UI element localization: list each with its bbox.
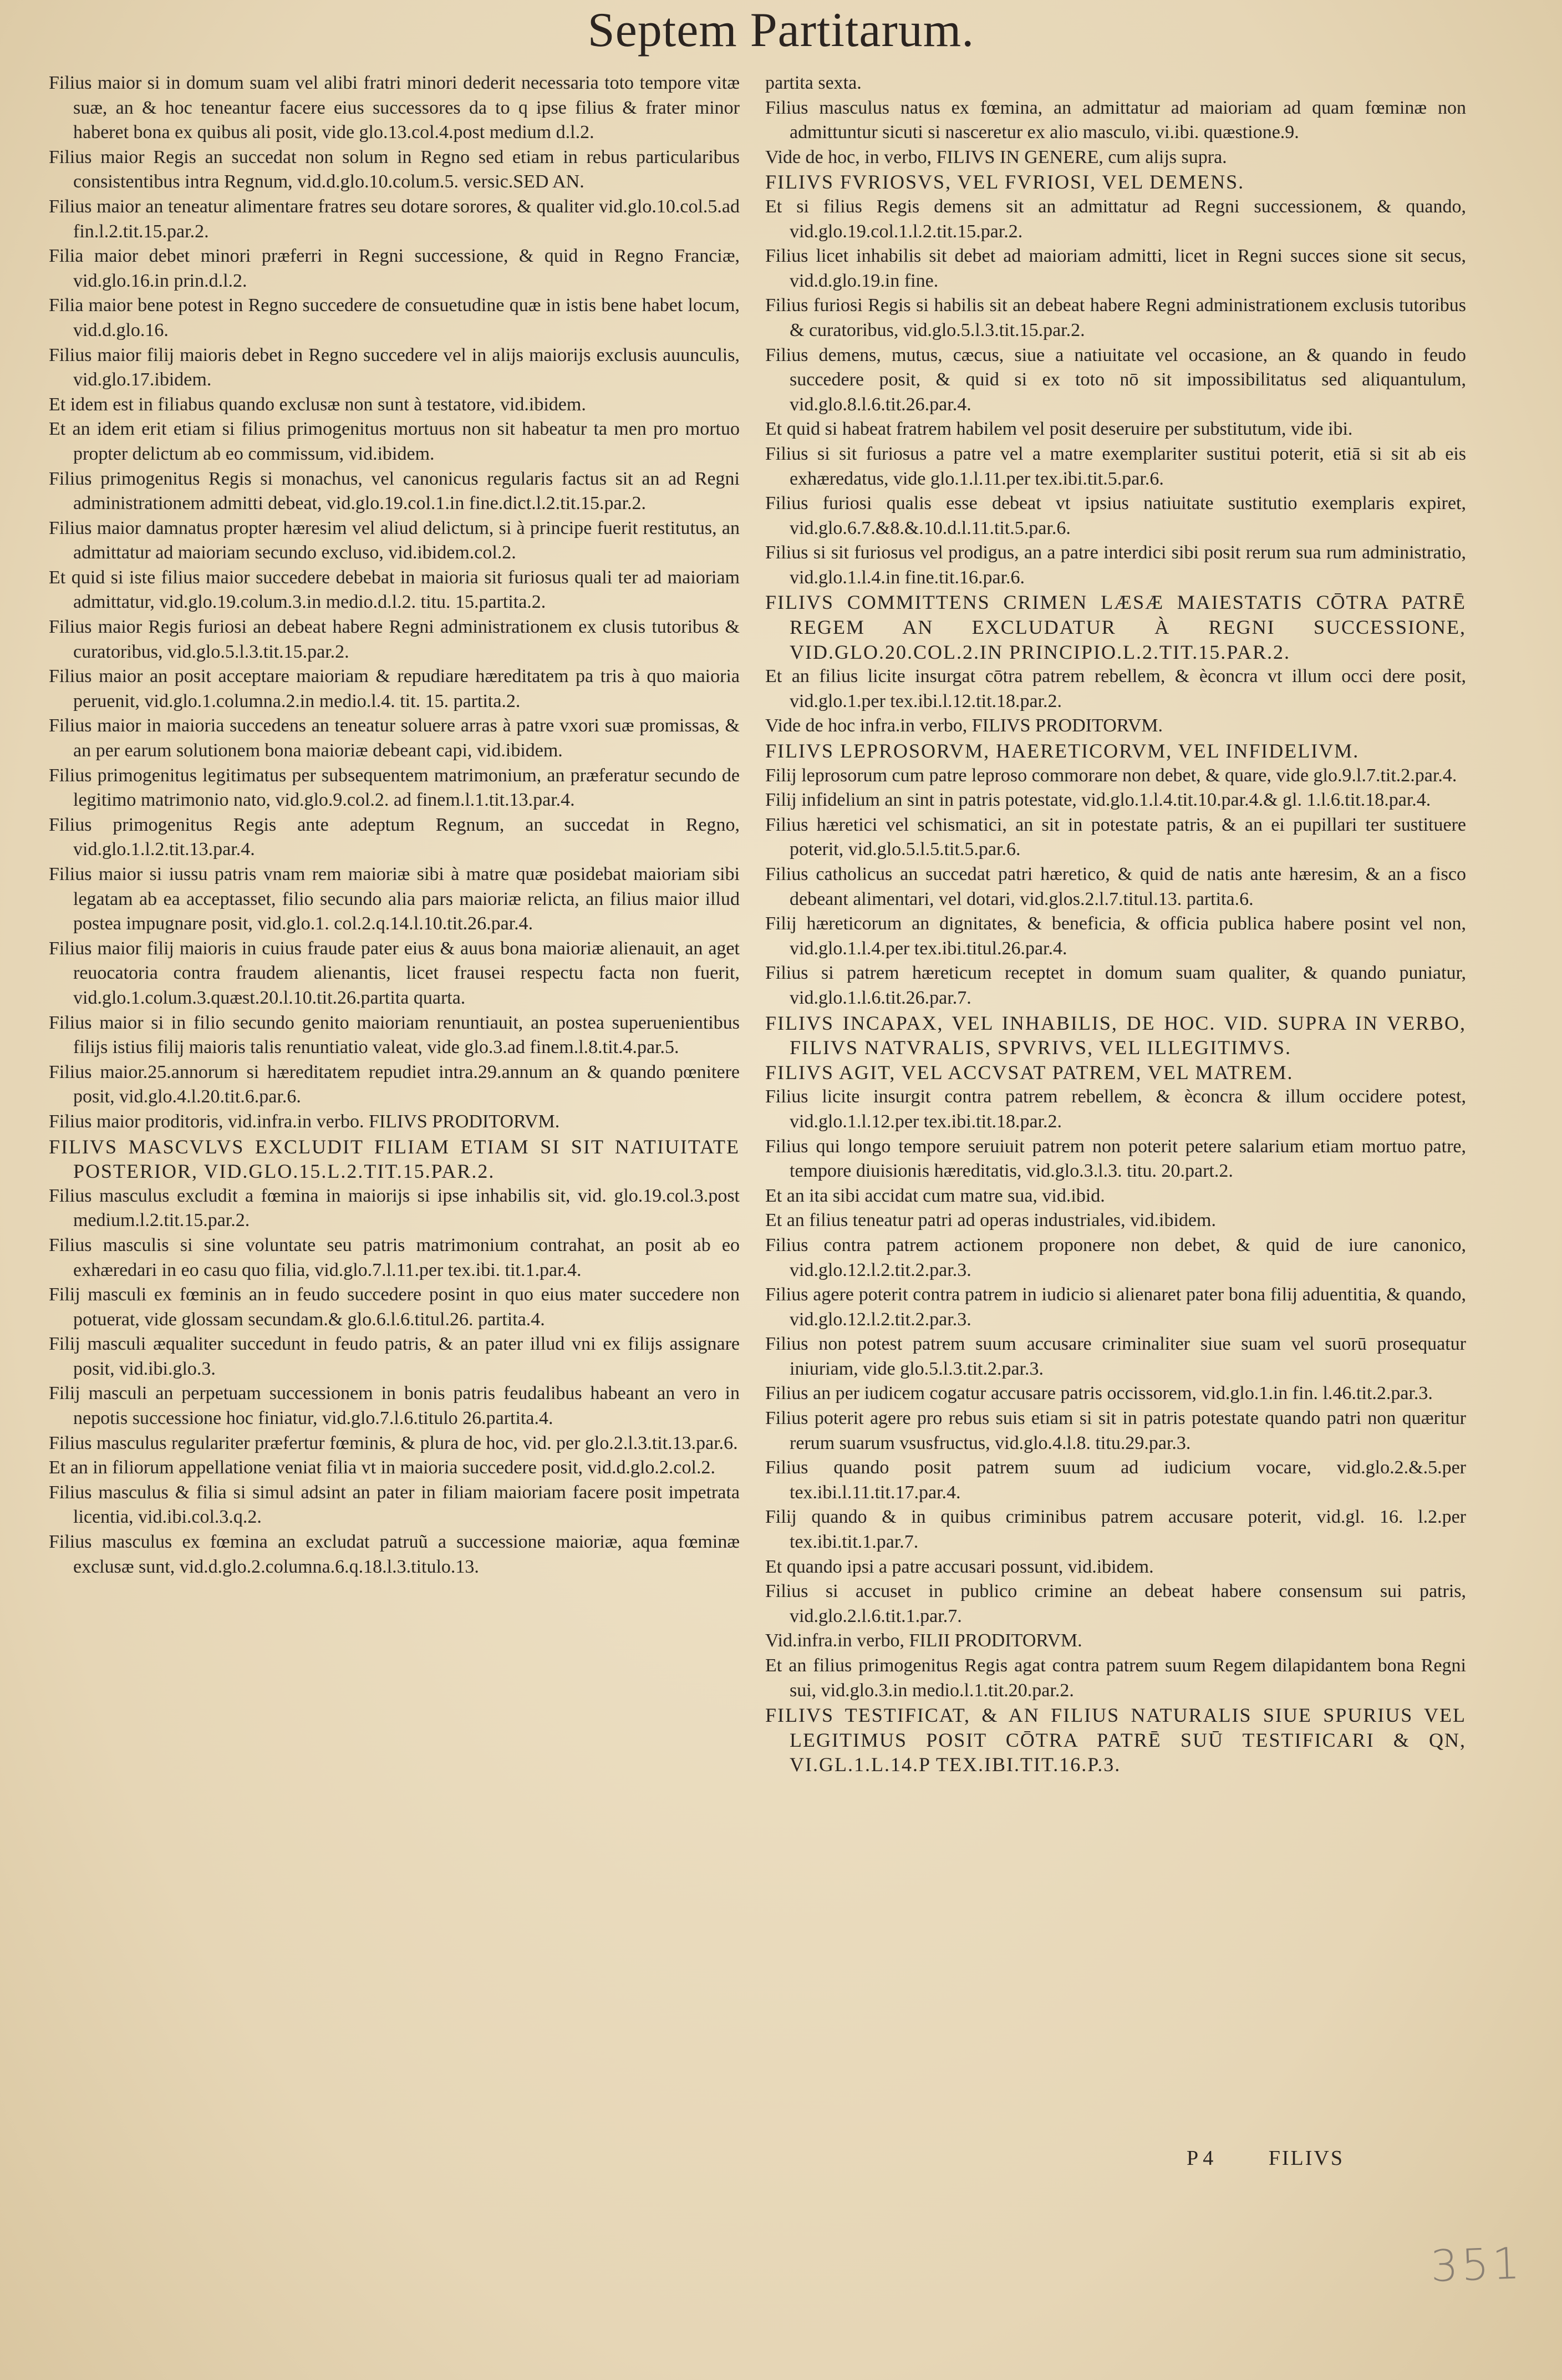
index-entry: Filius agere poterit contra patrem in iudicio si alienaret pater bona filij aduentitia, & quando, vid.glo.12.l.2.tit.2.par.3. [765,1284,1466,1330]
index-entry: Vid.infra.in verbo, FILII PRODITORVM. [765,1630,1082,1651]
index-entry: Filius maior filij maioris debet in Regno succedere vel in alijs maiorijs exclusis auunculis, vid.glo.17.ibidem. [49,344,740,390]
index-entry: Filius masculus excludit a fœmina in maiorijs si ipse inhabilis sit, vid. glo.19.col.3.post medium.l.2.tit.15.par.2. [49,1185,740,1231]
index-entry: Et an filius teneatur patri ad operas industriales, vid.ibidem. [765,1210,1216,1231]
index-entry: Filij hæreticorum an dignitates, & beneficia, & officia publica habere posint vel non, vid.glo.1.l.4.per tex.ibi.titul.26.par.4. [765,913,1466,959]
handwritten-folio-number: 351 [1429,2239,1524,2292]
index-entry: Filius maior in maioria succedens an teneatur soluere arras à patre vxori suæ promissas, & an per earum solutionem bona maioriæ debeant capi, vid.ibidem. [49,715,740,761]
signature-mark: P 4 [1187,2147,1214,2170]
running-head: Septem Partitarum. [587,3,975,57]
index-entry: FILIVS AGIT, VEL ACCVSAT PATREM, VEL MATREM. [765,1061,1294,1084]
index-entry: FILIVS INCAPAX, VEL INHABILIS, DE HOC. VID. SUPRA IN VERBO, FILIVS NATVRALIS, SPVRIVS, VEL ILLEGITIMVS. [765,1011,1466,1059]
index-column-left [49,71,740,2380]
index-entry: Filius poterit agere pro rebus suis etiam si sit in patris potestate quando patri non quæritur rerum suarum vsusfructus, vid.glo.4.l.8. titu.29.par.3. [765,1408,1466,1453]
index-entry: Filius contra patrem actionem proponere non debet, & quid de iure canonico, vid.glo.12.l.2.tit.2.par.3. [765,1234,1466,1280]
index-entry: partita sexta. [765,73,862,93]
index-entry: Filius maior si in domum suam vel alibi fratri minori dederit necessaria toto tempore vitæ suæ, an & hoc teneantur facere eius successores da to q ipse filius & frater minor haberet bona ex quibus ali posit, vide glo.13.col.4.post medium d.l.2. [49,73,740,143]
index-entry: Et an in filiorum appellatione veniat filia vt in maioria succedere posit, vid.d.glo.2.col.2. [49,1457,715,1478]
index-entry: Filius catholicus an succedat patri hæretico, & quid de natis ante hæresim, & an a fisco debeant alimentari, vel dotari, vid.glos.2.l.7.titul.13. partita.6. [765,864,1466,909]
index-entry: Et quid si iste filius maior succedere debebat in maioria sit furiosus quali ter ad maioriam admittatur, vid.glo.19.colum.3.in medio.d.l.2. titu. 15.partita.2. [49,567,740,613]
catchword: FILIVS [1268,2147,1344,2170]
index-entry: Filius maior damnatus propter hæresim vel aliud delictum, si à principe fuerit restitutus, an admittatur ad maioriam secundo excluso, vid.ibidem.col.2. [49,517,740,563]
index-entry: Filius maior Regis an succedat non solum in Regno sed etiam in rebus particularibus consistentibus intra Regnum, vid.d.glo.10.colum.5. versic.SED AN. [49,146,740,192]
index-entry: Filius hæretici vel schismatici, an sit in potestate patris, & an ei pupillari ter sustituere poterit, vid.glo.5.l.5.tit.5.par.6. [765,814,1466,860]
index-entry: Filius masculus ex fœmina an excludat patruũ a successione maioriæ, aqua fœminæ exclusæ sunt, vid.d.glo.2.columna.6.q.18.l.3.titulo.13. [49,1532,740,1577]
index-entry: Et an ita sibi accidat cum matre sua, vid.ibid. [765,1185,1105,1206]
index-entry: Filius an per iudicem cogatur accusare patris occissorem, vid.glo.1.in fin. l.46.tit.2.par.3. [765,1383,1433,1404]
index-entry: FILIVS LEPROSORVM, HAERETICORVM, VEL INFIDELIVM. [765,740,1360,762]
index-entry: Et an idem erit etiam si filius primogenitus mortuus non sit habeatur ta men pro mortuo propter delictum ab eo commissum, vid.ibidem. [49,419,740,464]
index-entry: FILIVS MASCVLVS EXCLUDIT FILIAM ETIAM SI SIT NATIUITATE POSTERIOR, VID.GLO.15.L.2.TIT.15.PAR.2. [49,1135,740,1183]
index-entry: Filius masculus regulariter præfertur fœminis, & plura de hoc, vid. per glo.2.l.3.tit.13.par.6. [49,1432,738,1453]
index-entry: Filius si sit furiosus vel prodigus, an a patre interdici sibi posit rerum sua rum administratio, vid.glo.1.l.4.in fine.tit.16.par.6. [765,542,1466,588]
index-entry: Et idem est in filiabus quando exclusæ non sunt à testatore, vid.ibidem. [49,394,586,415]
index-entry: Filij infidelium an sint in patris potestate, vid.glo.1.l.4.tit.10.par.4.& gl. 1.l.6.tit.18.par.4. [765,790,1431,811]
index-entry: Filij leprosorum cum patre leproso commorare non debet, & quare, vide glo.9.l.7.tit.2.par.4. [765,765,1457,786]
index-entry: Filia maior debet minori præferri in Regni successione, & quid in Regno Franciæ, vid.glo.16.in prin.d.l.2. [49,246,740,291]
index-entry: Filius maior si in filio secundo genito maioriam renuntiauit, an postea superuenientibus filijs istius filij maioris talis renuntiatio valeat, vide glo.3.ad finem.l.8.tit.4.par.5. [49,1012,740,1058]
index-entry: Filius si sit furiosus a patre vel a matre exemplariter sustitui poterit, etiā si sit ab eis exhæredatus, vide glo.1.l.11.per tex.ibi.tit.5.par.6. [765,443,1466,489]
index-entry: Filius primogenitus Regis ante adeptum Regnum, an succedat in Regno, vid.glo.1.l.2.tit.13.par.4. [49,814,740,860]
index-entry: Et quid si habeat fratrem habilem vel posit deseruire per substitutum, vide ibi. [765,419,1353,440]
index-entry: Filij masculi æqualiter succedunt in feudo patris, & an pater illud vni ex filijs assignare posit, vid.ibi.glo.3. [49,1334,740,1379]
index-entry: Filius masculus natus ex fœmina, an admittatur ad maioriam ad quam fœminæ non admittuntur sicuti si nasceretur ex alio masculo, vi.ibi. quæstione.9. [765,97,1466,143]
index-column-right [765,71,1466,2380]
index-entry: Filius licet inhabilis sit debet ad maioriam admitti, licet in Regni succes sione sit secus, vid.d.glo.19.in fine. [765,246,1466,291]
index-entry: Filius maior si iussu patris vnam rem maioriæ sibi à matre quæ posidebat maioriam sibi legatam ab ea acceptasset, filio secundo alia pars maioriæ relicta, an filius maior illud postea impugnare posit, vid.glo.1. col.2.q.14.l.10.tit.26.par.4. [49,864,740,934]
index-entry: Filius si accuset in publico crimine an debeat habere consensum sui patris, vid.glo.2.l.6.tit.1.par.7. [765,1581,1466,1626]
index-entry: Filij masculi an perpetuam successionem in bonis patris feudalibus habeant an vero in nepotis successione hoc finiatur, vid.glo.7.l.6.titulo 26.partita.4. [49,1383,740,1429]
index-entry: Filius primogenitus legitimatus per subsequentem matrimonium, an præferatur secundo de legitimo matrimonio nato, vid.glo.9.col.2. ad finem.l.1.tit.13.par.4. [49,765,740,811]
index-entry: FILIVS FVRIOSVS, VEL FVRIOSI, VEL DEMENS. [765,171,1245,194]
index-entry: Filij masculi ex fœminis an in feudo succedere posint in quo eius mater succedere non potuerat, vide glossam secundam.& glo.6.l.6.titul.26. partita.4. [49,1284,740,1330]
index-entry: Filia maior bene potest in Regno succedere de consuetudine quæ in istis bene habet locum, vid.d.glo.16. [49,295,740,340]
index-entry: Vide de hoc infra.in verbo, FILIVS PRODITORVM. [765,715,1163,736]
index-entry: Filius masculis si sine voluntate seu patris matrimonium contrahat, an posit ab eo exhæredari in eo casu quo filia, vid.glo.7.l.11.per tex.ibi. tit.1.par.4. [49,1234,740,1280]
index-entry: Filius maior proditoris, vid.infra.in verbo. FILIVS PRODITORVM. [49,1111,560,1132]
index-entry: Filius quando posit patrem suum ad iudicium vocare, vid.glo.2.&.5.per tex.ibi.l.11.tit.17.par.4. [765,1457,1466,1503]
index-entry: Et si filius Regis demens sit an admittatur ad Regni successionem, & quando, vid.glo.19.col.1.l.2.tit.15.par.2. [765,196,1466,242]
index-entry: Et an filius primogenitus Regis agat contra patrem suum Regem dilapidantem bona Regni sui, vid.glo.3.in medio.l.1.tit.20.par.2. [765,1655,1466,1701]
page-footer [1187,2146,1475,2170]
index-entry: Filij quando & in quibus criminibus patrem accusare poterit, vid.gl. 16. l.2.per tex.ibi.tit.1.par.7. [765,1507,1466,1553]
index-entry: Filius licite insurgit contra patrem rebellem, & èconcra & illum occidere potest, vid.glo.1.l.12.per tex.ibi.tit.18.par.2. [765,1086,1466,1132]
index-entry: FILIVS TESTIFICAT, & AN FILIUS NATURALIS SIUE SPURIUS VEL LEGITIMUS POSIT CŌTRA PATRĒ SUŪ TESTIFICARI & QN, VI.GL.1.L.14.P TEX.IBI.TIT.16.P.3. [765,1704,1466,1776]
index-entry: FILIVS COMMITTENS CRIMEN LÆSÆ MAIESTATIS CŌTRA PATRĒ REGEM AN EXCLUDATUR À REGNI SUCCESSIONE, VID.GLO.20.COL.2.IN PRINCIPIO.L.2.TIT.15.PAR.2. [765,591,1466,663]
index-entry: Et quando ipsi a patre accusari possunt, vid.ibidem. [765,1556,1154,1577]
index-entry: Filius maior filij maioris in cuius fraude pater eius & auus bona maioriæ alienauit, an aget reuocatoria contra fraudem alienantis, licet frausei respectu facta non fuerit, vid.glo.1.colum.3.quæst.20.l.10.tit.26.partita quarta. [49,938,740,1008]
index-entry: Filius si patrem hæreticum receptet in domum suam qualiter, & quando puniatur, vid.glo.1.l.6.tit.26.par.7. [765,963,1466,1008]
index-entry: Filius furiosi qualis esse debeat vt ipsius natiuitate sustitutio exemplaris expiret, vid.glo.6.7.&8.&.10.d.l.11.tit.5.par.6. [765,493,1466,538]
index-entry: Et an filius licite insurgat cōtra patrem rebellem, & èconcra vt illum occi dere posit, vid.glo.1.per tex.ibi.l.12.tit.18.par.2. [765,666,1466,711]
index-entry: Filius maior.25.annorum si hæreditatem repudiet intra.29.annum an & quando pœnitere posit, vid.glo.4.l.20.tit.6.par.6. [49,1061,740,1107]
index-entry: Filius qui longo tempore seruiuit patrem non poterit petere salarium etiam mortuo patre, tempore diuisionis hæreditatis, vid.glo.3.l.3. titu. 20.part.2. [765,1136,1466,1182]
index-entry: Filius maior an teneatur alimentare fratres seu dotare sorores, & qualiter vid.glo.10.col.5.ad fin.l.2.tit.15.par.2. [49,196,740,242]
index-entry: Vide de hoc, in verbo, FILIVS IN GENERE, cum alijs supra. [765,146,1227,167]
index-entry: Filius masculus & filia si simul adsint an pater in filiam maioriam facere posit impetrata licentia, vid.ibi.col.3.q.2. [49,1482,740,1528]
index-entry: Filius non potest patrem suum accusare criminaliter siue suam vel suorū prosequatur iniuriam, vide glo.5.l.3.tit.2.par.3. [765,1334,1466,1379]
index-entry: Filius maior an posit acceptare maioriam & repudiare hæreditatem pa tris à quo maioria peruenit, vid.glo.1.columna.2.in medio.l.4. tit. 15. partita.2. [49,666,740,711]
index-entry: Filius primogenitus Regis si monachus, vel canonicus regularis factus sit an ad Regni administrationem admitti debeat, vid.glo.19.col.1.in fine.dict.l.2.tit.15.par.2. [49,468,740,514]
index-entry: Filius demens, mutus, cæcus, siue a natiuitate vel occasione, an & quando in feudo succedere posit, & quid si ex toto nō sit impossibilitatus sed aliquantulum, vid.glo.8.l.6.tit.26.par.4. [765,344,1466,415]
index-entry: Filius furiosi Regis si habilis sit an debeat habere Regni administrationem exclusis tutoribus & curatoribus, vid.glo.5.l.3.tit.15.par.2. [765,295,1466,340]
index-entry: Filius maior Regis furiosi an debeat habere Regni administrationem ex clusis tutoribus & curatoribus, vid.glo.5.l.3.tit.15.par.2. [49,617,740,662]
